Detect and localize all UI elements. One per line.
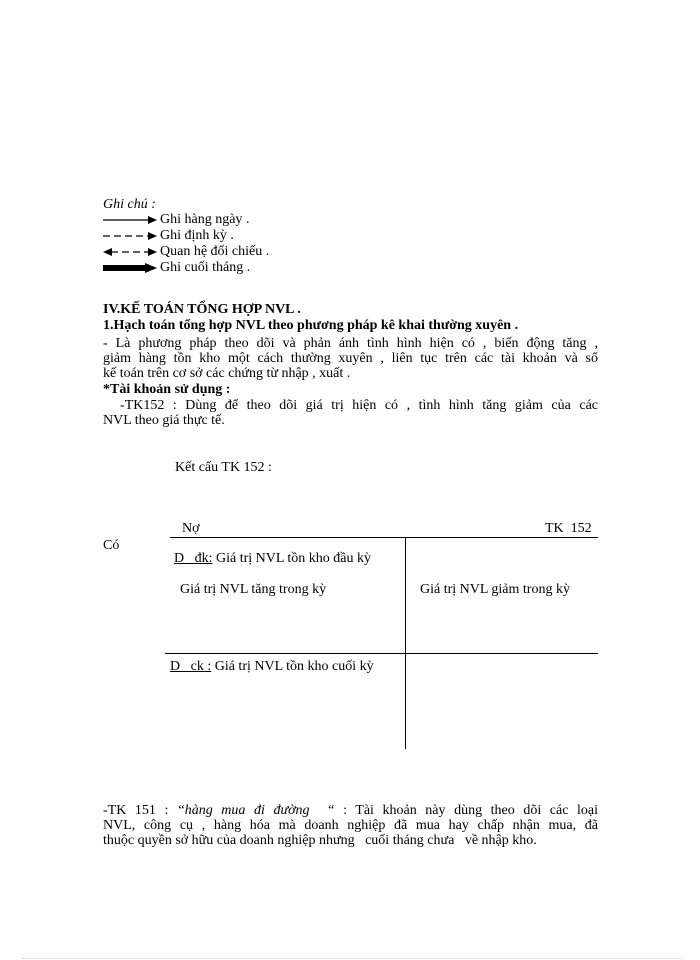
tk151-line1-rest: : Tài khoản này dùng theo dõi các loại — [334, 803, 598, 818]
credit-label: Có — [103, 538, 120, 553]
intro-line: giảm hàng tồn kho một cách thường xuyên , liên tục trên các tài khoản và sổ — [103, 351, 598, 366]
t-account-top-rule — [170, 537, 598, 538]
intro-line: - Là phương pháp theo dõi và phản ánh tình hình hiện có , biến động tăng , — [103, 336, 598, 351]
legend-label: Ghi cuối tháng . — [160, 259, 251, 275]
tk152-line: -TK152 : Dùng để theo dõi giá trị hiện có , tình hình tăng giảm của các — [103, 398, 598, 413]
section-heading: IV.KẾ TOÁN TỔNG HỢP NVL . — [103, 302, 301, 317]
dashed-arrow-icon — [103, 231, 157, 241]
page-bottom-border — [22, 958, 682, 959]
tk151-line: NVL, công cụ , hàng hóa mà doanh nghiệp đã mua hay chấp nhận mua, đã — [103, 818, 598, 833]
legend-item-periodic — [103, 227, 234, 244]
opening-balance — [174, 551, 371, 567]
legend-label: Ghi hàng ngày . — [160, 211, 250, 227]
tk151-paragraph — [103, 803, 598, 848]
tk151-close-quote: “ — [309, 803, 335, 818]
opening-prefix: D đk: — [174, 551, 213, 566]
legend-item-reconcile — [103, 243, 269, 260]
solid-arrow-icon — [103, 215, 157, 225]
closing-prefix: D ck : — [170, 659, 212, 674]
opening-text: Giá trị NVL tồn kho đầu kỳ — [212, 551, 372, 566]
legend-item-daily — [103, 211, 249, 228]
tk151-name: hàng mua đi đường — [184, 803, 310, 818]
debit-label: Nợ — [182, 521, 200, 536]
legend-label: Quan hệ đối chiếu . — [160, 243, 270, 259]
legend-label: Ghi định kỳ . — [160, 227, 234, 243]
t-account-bottom-rule — [165, 653, 598, 654]
closing-text: Giá trị NVL tồn kho cuối kỳ — [211, 659, 374, 674]
tk151-open-quote: “ — [176, 803, 185, 818]
thick-arrow-icon — [103, 263, 157, 273]
accounts-heading: *Tài khoản sử dụng : — [103, 382, 231, 397]
tk152-paragraph — [103, 398, 598, 428]
legend-item-month-end — [103, 259, 250, 276]
intro-paragraph — [103, 336, 598, 381]
tk151-prefix: -TK 151 : — [103, 803, 177, 818]
legend-title: Ghi chú : — [103, 197, 156, 212]
closing-balance — [170, 659, 374, 675]
t-account-caption: Kết cấu TK 152 : — [175, 460, 272, 475]
account-label: TK 152 — [545, 521, 592, 536]
credit-decrease: Giá trị NVL giảm trong kỳ — [420, 582, 570, 597]
tk151-line: thuộc quyền sở hữu của doanh nghiệp nhưng cuối tháng chưa về nhập kho. — [103, 833, 537, 848]
tk151-line — [103, 803, 598, 818]
double-dashed-arrow-icon — [103, 247, 157, 257]
t-account-divider — [405, 537, 406, 749]
intro-line: kế toán trên cơ sở các chứng từ nhập , xuất . — [103, 366, 351, 381]
tk152-line: NVL theo giá thực tế. — [103, 413, 225, 428]
debit-increase: Giá trị NVL tăng trong kỳ — [180, 582, 327, 597]
section-subheading: 1.Hạch toán tổng hợp NVL theo phương pháp kê khai thường xuyên . — [103, 318, 519, 333]
